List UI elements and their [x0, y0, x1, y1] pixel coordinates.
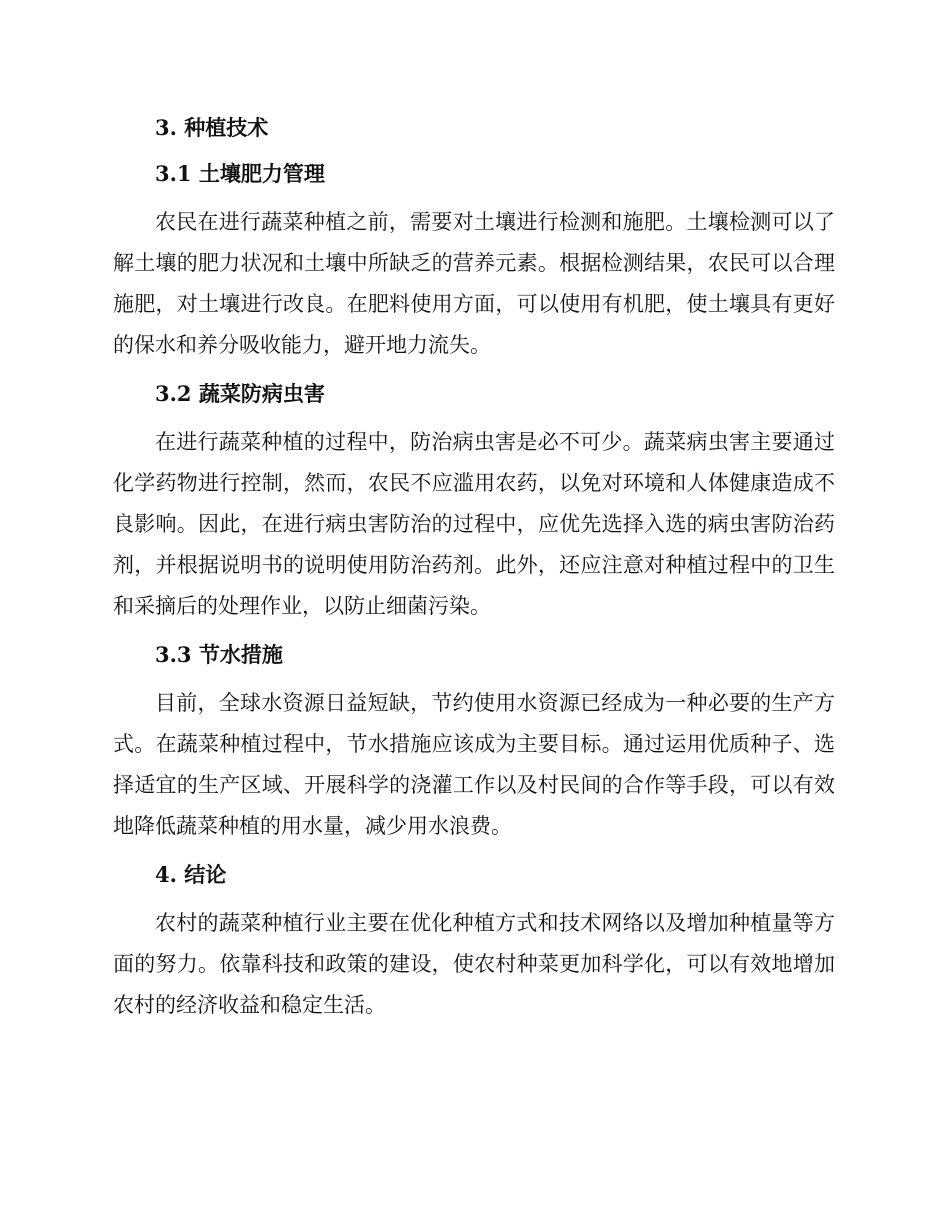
paragraph-4: 农村的蔬菜种植行业主要在优化种植方式和技术网络以及增加种植量等方面的努力。依靠科技和政策的建设，使农村种菜更加科学化，可以有效地增加农村的经济收益和稳定生活。 — [113, 911, 835, 1017]
section-heading-3-3: 3.3 节水措施 — [155, 642, 283, 667]
paragraph-3-2: 在进行蔬菜种植的过程中，防治病虫害是必不可少。蔬菜病虫害主要通过化学药物进行控制，然而，农民不应滥用农药，以免对环境和人体健康造成不良影响。因此，在进行病虫害防治的过程中，应优先选择入选的病虫害防治药剂，并根据说明书的说明使用防治药剂。此外，还应注意对种植过程中的卫生和采摘后的处理作业，以防止细菌污染。 — [113, 430, 835, 618]
section-heading-3: 3. 种植技术 — [155, 115, 269, 140]
paragraph-3-3: 目前，全球水资源日益短缺，节约使用水资源已经成为一种必要的生产方式。在蔬菜种植过程中，节水措施应该成为主要目标。通过运用优质种子、选择适宜的生产区域、开展科学的浇灌工作以及村民间的合作等手段，可以有效地降低蔬菜种植的用水量，减少用水浪费。 — [113, 691, 835, 838]
document-body — [113, 110, 835, 1026]
section-heading-3-2: 3.2 蔬菜防病虫害 — [155, 381, 325, 406]
section-heading-3-1: 3.1 土壤肥力管理 — [155, 161, 325, 186]
paragraph-3-1: 农民在进行蔬菜种植之前，需要对土壤进行检测和施肥。土壤检测可以了解土壤的肥力状况和土壤中所缺乏的营养元素。根据检测结果，农民可以合理施肥，对土壤进行改良。在肥料使用方面，可以使用有机肥，使土壤具有更好的保水和养分吸收能力，避开地力流失。 — [113, 210, 835, 357]
section-heading-4: 4. 结论 — [155, 862, 227, 887]
